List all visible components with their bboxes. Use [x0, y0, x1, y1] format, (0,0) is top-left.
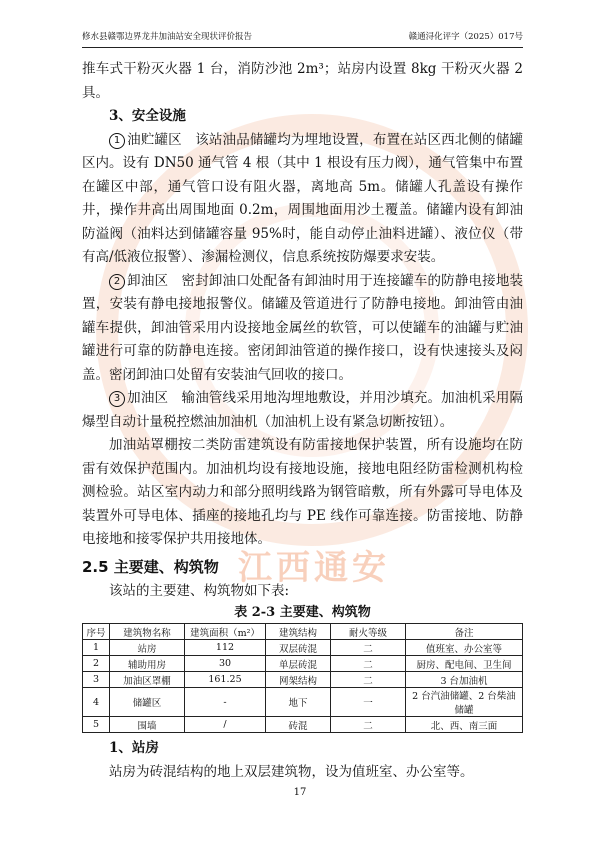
unloading-area-title: 卸油区	[127, 272, 169, 289]
table-cell: 4	[83, 688, 110, 717]
table-row	[83, 640, 523, 656]
circled-number-1: 1	[109, 133, 125, 149]
table-cell: 5	[83, 717, 110, 733]
paragraph-unloading-area	[82, 270, 523, 388]
table-row	[83, 688, 523, 717]
circled-number-3: 3	[109, 391, 125, 407]
fueling-area-title: 加油区	[127, 390, 169, 406]
table-cell: 二	[331, 672, 406, 688]
table-cell: 砖混	[266, 717, 331, 733]
table-cell: 二	[331, 656, 406, 672]
table-cell: 3	[83, 672, 110, 688]
table-header-row	[83, 624, 523, 640]
fueling-area-text: 输油管线采用地沟埋地敷设，并用沙填充。加油机采用隔爆型自动计量税控燃油加油机（加油机上设有紧急切断按钮）。	[82, 390, 524, 430]
header-report-title: 修水县赣鄂边界龙井加油站安全现状评价报告	[82, 32, 253, 42]
table-cell: 站房	[110, 640, 185, 656]
col-header-structure: 建筑结构	[266, 624, 331, 640]
table-cell: 围墙	[110, 717, 185, 733]
table-cell: 2 台汽油储罐、2 台柴油储罐	[406, 688, 523, 717]
tank-area-title: 油贮罐区	[127, 131, 182, 148]
table-cell: 161.25	[185, 672, 266, 688]
header-report-code: 赣通浔化评字（2025）017号	[408, 32, 523, 42]
table-row	[83, 672, 523, 688]
circled-number-2: 2	[109, 274, 125, 290]
table-cell: 双层砖混	[266, 640, 331, 656]
col-header-fire-rating: 耐火等级	[331, 624, 406, 640]
watermark-text: 江西通安	[238, 548, 390, 588]
table-cell: 地下	[266, 688, 331, 717]
paragraph-tank-area	[82, 129, 523, 270]
table-cell: 3 台加油机	[406, 672, 523, 688]
col-header-name: 建筑物名称	[110, 624, 185, 640]
table-cell: -	[185, 688, 266, 717]
document-body	[82, 58, 523, 784]
page-header	[82, 30, 523, 48]
table-cell: 一	[331, 688, 406, 717]
paragraph-lightning-protection: 加油站罩棚按二类防雷建筑设有防雷接地保护装置，所有设施均在防雷有效保护范围内。加油机均设有接地设施，接地电阻经防雷检测机构检测检验。站区室内动力和部分照明线路为钢管暗敷，所有外露可导电体及装置外可导电体、插座的接地孔均与 PE 线作可靠连接。防雷接地、防静电接地和接零保护共用接地体。	[82, 437, 523, 547]
table-cell: 二	[331, 640, 406, 656]
table-caption: 表 2-3 主要建、构筑物	[234, 605, 371, 620]
tank-area-text: 该站油品储罐均为埋地设置，布置在站区西北侧的储罐区内。设有 DN50 通气管 4 根（其中 1 根设有压力阀），通气管集中布置在罐区中部，通气管口设有阻火器，离地高 5m。储罐人孔盖设有操作井，操作井高出周围地面 0.2m，周围地面用沙土覆盖。储罐内设有卸油防溢阀（油料达到储罐容量 95%时，能自动停止油料进罐）、液位仪（带有高/低液位报警）、渗漏检测仪，信息系统按防爆要求安装。	[82, 131, 524, 265]
col-header-area: 建筑面积（m²）	[185, 624, 266, 640]
unloading-area-text: 密封卸油口处配备有卸油时用于连接罐车的防静电接地装置，安装有静电接地报警仪。储罐及管道进行了防静电接地。卸油管由油罐车提供，卸油管采用内设接地金属丝的软管，可以使罐车的油罐与贮油罐进行可靠的防静电连接。密闭卸油管道的操作接口，设有快速接头及闷盖。密闭卸油口处留有安装油气回收的接口。	[82, 272, 524, 383]
table-cell: 值班室、办公室等	[406, 640, 523, 656]
paragraph-station-building: 站房为砖混结构的地上双层建筑物，设为值班室、办公室等。	[109, 763, 474, 780]
table-cell: 网架结构	[266, 672, 331, 688]
section-heading-2-5: 2.5 主要建、构筑物	[82, 557, 219, 576]
table-cell: 2	[83, 656, 110, 672]
paragraph-table-intro: 该站的主要建、构筑物如下表:	[109, 582, 290, 599]
table-cell: 112	[185, 640, 266, 656]
table-cell: 储罐区	[110, 688, 185, 717]
table-cell: 北、西、南三面	[406, 717, 523, 733]
buildings-table	[82, 623, 523, 733]
table-row	[83, 656, 523, 672]
table-cell: 1	[83, 640, 110, 656]
table-row	[83, 717, 523, 733]
table-cell: 单层砖混	[266, 656, 331, 672]
table-cell: 厨房、配电间、卫生间	[406, 656, 523, 672]
table-cell: 加油区罩棚	[110, 672, 185, 688]
page-number: 17	[293, 787, 307, 798]
col-header-no: 序号	[83, 624, 110, 640]
table-cell: 二	[331, 717, 406, 733]
heading-safety-facilities: 3、安全设施	[109, 108, 186, 124]
table-cell: /	[185, 717, 266, 733]
col-header-remarks: 备注	[406, 624, 523, 640]
table-cell: 辅助用房	[110, 656, 185, 672]
paragraph-fueling-area	[82, 387, 523, 434]
paragraph-extinguishers: 推车式干粉灭火器 1 台，消防沙池 2m³；站房内设置 8kg 干粉灭火器 2 具。	[82, 61, 523, 101]
heading-station-building: 1、站房	[109, 740, 159, 756]
table-cell: 30	[185, 656, 266, 672]
